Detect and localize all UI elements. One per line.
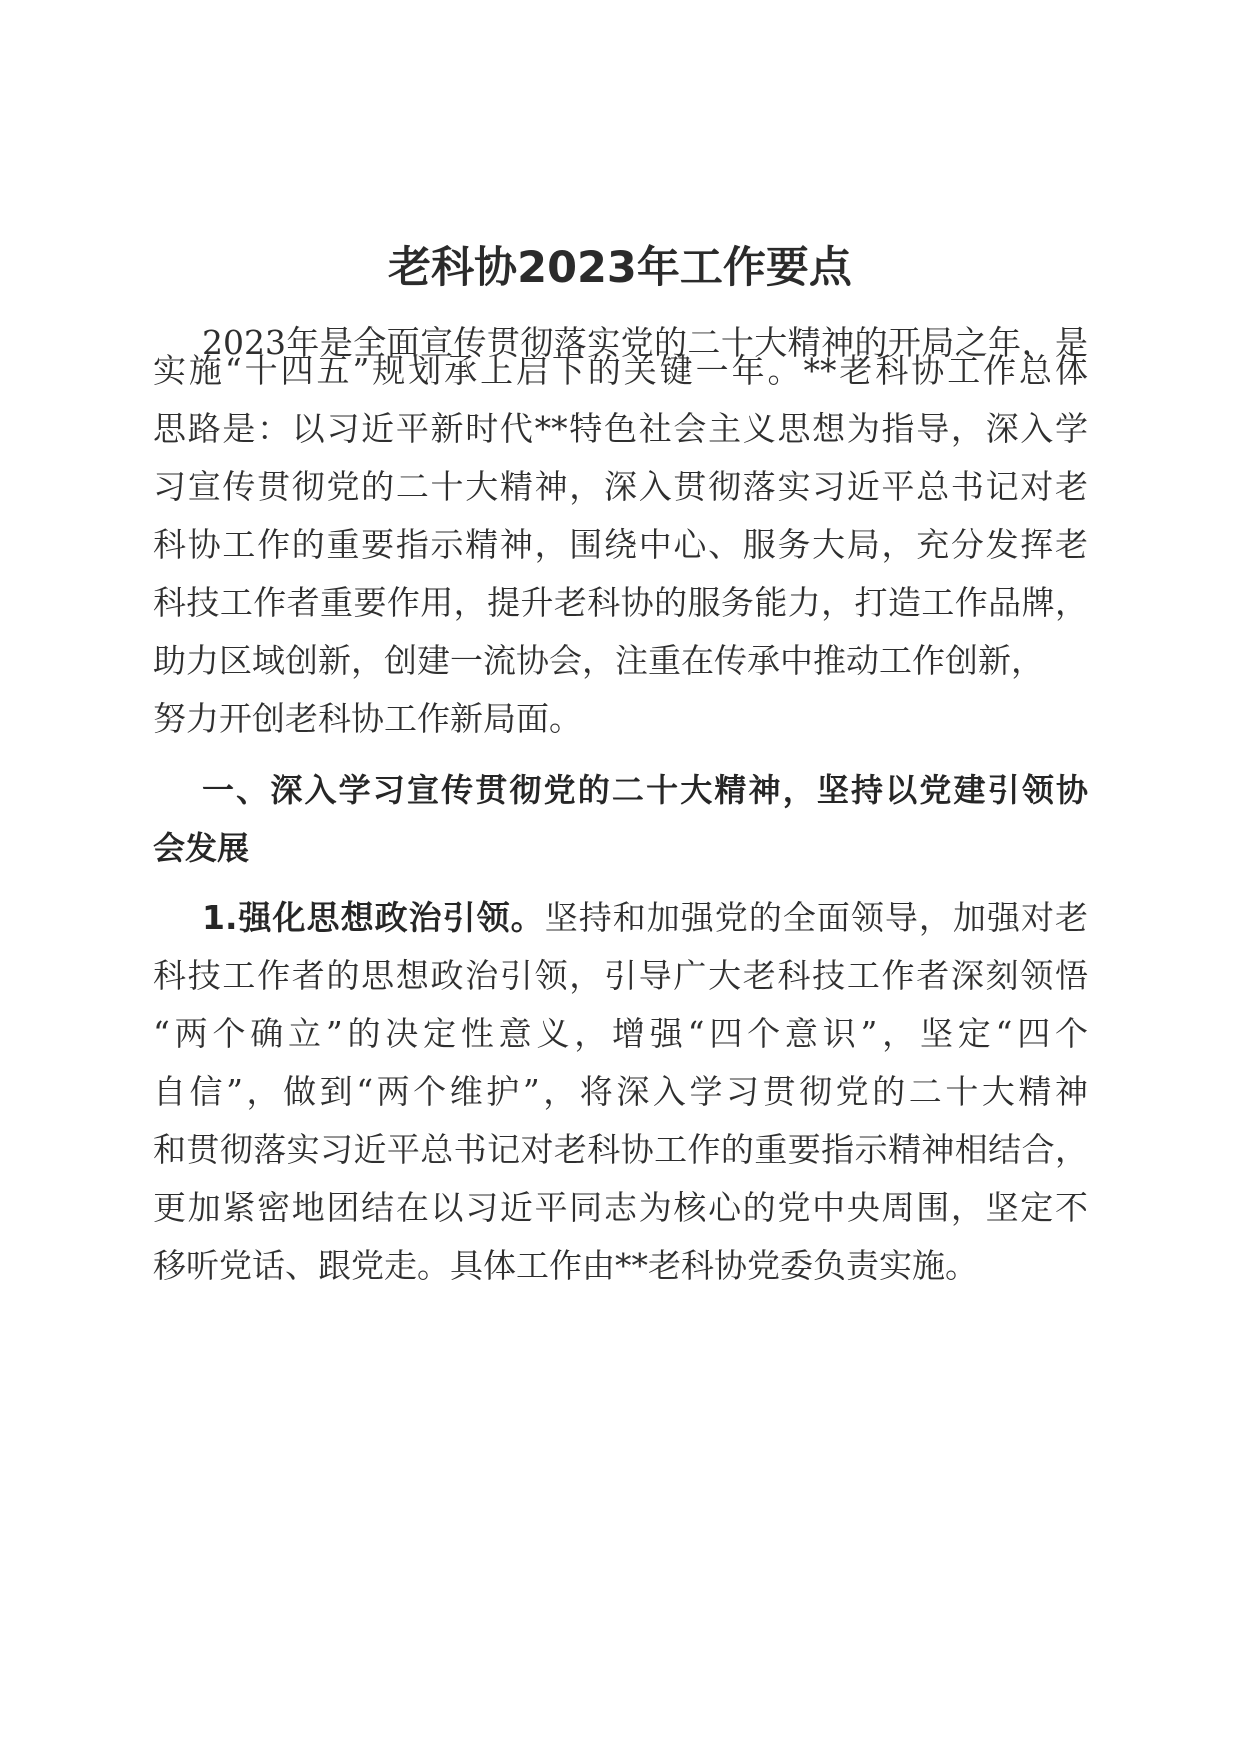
item-line: 和贯彻落实习近平总书记对老科协工作的重要指示精神相结合，: [153, 1130, 1088, 1169]
item-lead: 1.强化思想政治引领。: [202, 898, 545, 937]
intro-line: 实施“十四五”规划承上启下的关键一年。**老科协工作总体: [153, 351, 1088, 390]
section-heading: 一、深入学习宣传贯彻党的二十大精神，坚持以党建引领协: [202, 771, 1088, 809]
intro-line: 科协工作的重要指示精神，围绕中心、服务大局，充分发挥老: [153, 525, 1088, 564]
item-first-line: [202, 886, 1088, 950]
item-line: 移听党话、跟党走。具体工作由**老科协党委负责实施。: [153, 1246, 978, 1285]
intro-line: 科技工作者重要作用，提升老科协的服务能力，打造工作品牌，: [153, 583, 1088, 622]
intro-line: 2023年是全面宣传贯彻落实党的二十大精神的开局之年，是: [202, 323, 1088, 362]
intro-line: 习宣传贯彻党的二十大精神，深入贯彻落实习近平总书记对老: [153, 467, 1088, 506]
intro-line: 努力开创老科协工作新局面。: [153, 699, 582, 738]
document-title: 老科协2023年工作要点: [388, 243, 852, 293]
item-line: 科技工作者的思想政治引领，引导广大老科技工作者深刻领悟: [153, 956, 1088, 995]
intro-line: 助力区域创新，创建一流协会，注重在传承中推动工作创新，: [153, 641, 1044, 680]
intro-line: 思路是：以习近平新时代**特色社会主义思想为指导，深入学: [153, 409, 1088, 448]
section-heading: 会发展: [153, 829, 250, 867]
item-line: 更加紧密地团结在以习近平同志为核心的党中央周围，坚定不: [153, 1188, 1088, 1227]
item-text: 坚持和加强党的全面领导，加强对老: [544, 898, 1089, 937]
item-line: 自信”，做到“两个维护”，将深入学习贯彻党的二十大精神: [153, 1072, 1088, 1111]
item-line: “两个确立”的决定性意义，增强“四个意识”，坚定“四个: [153, 1014, 1088, 1053]
